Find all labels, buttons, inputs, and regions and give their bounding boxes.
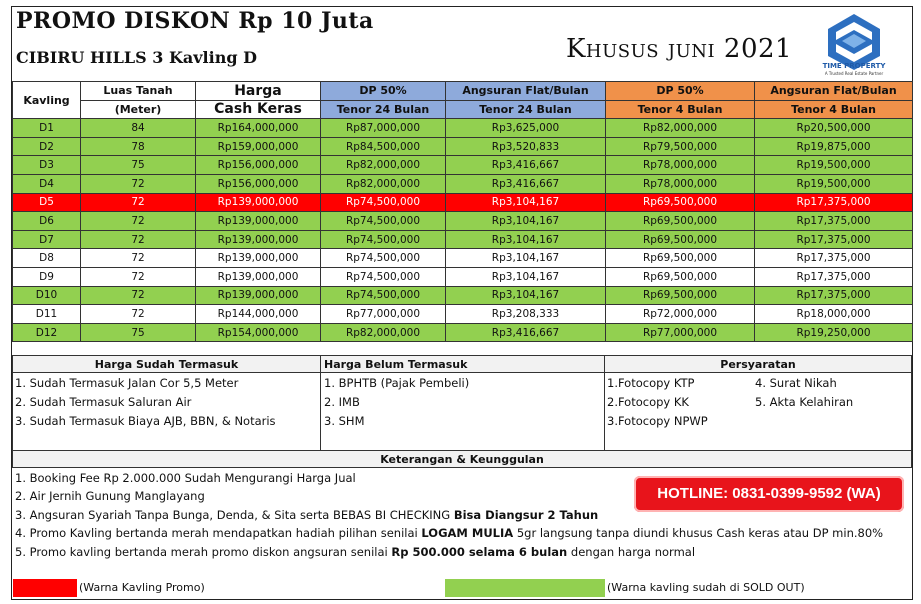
cell-kavling: D2 (13, 137, 81, 156)
cell-harga: Rp144,000,000 (196, 305, 321, 324)
table-row (13, 305, 913, 324)
cell-ang4: Rp17,375,000 (755, 212, 913, 231)
cell-ang4: Rp17,375,000 (755, 267, 913, 286)
cell-dp4: Rp69,500,000 (606, 230, 755, 249)
cell-kavling: D12 (13, 323, 81, 342)
header-tenor24b: Tenor 24 Bulan (446, 100, 606, 119)
included-item: 3. Sudah Termasuk Biaya AJB, BBN, & Notaris (15, 414, 276, 428)
table-row (13, 230, 913, 249)
price-table (12, 81, 913, 342)
cell-harga: Rp159,000,000 (196, 137, 321, 156)
cell-harga: Rp164,000,000 (196, 119, 321, 138)
excluded-header: Harga Belum Termasuk (324, 358, 468, 371)
cell-ang24: Rp3,104,167 (446, 193, 606, 212)
cell-harga: Rp156,000,000 (196, 174, 321, 193)
hotline-badge[interactable]: HOTLINE: 0831-0399-9592 (WA) (634, 476, 904, 512)
requirement-item: 2.Fotocopy KK (607, 395, 689, 409)
cell-ang4: Rp19,500,000 (755, 156, 913, 175)
cell-dp4: Rp78,000,000 (606, 174, 755, 193)
cell-ang24: Rp3,416,667 (446, 174, 606, 193)
table-subheader-row (13, 100, 913, 119)
cell-luas: 72 (81, 230, 196, 249)
note-text: dengan harga normal (567, 545, 696, 559)
table-row (13, 286, 913, 305)
excluded-item: 3. SHM (324, 414, 365, 428)
table-header-row (13, 82, 913, 101)
cell-harga: Rp139,000,000 (196, 249, 321, 268)
table-row (13, 156, 913, 175)
cell-harga: Rp139,000,000 (196, 230, 321, 249)
cell-dp24: Rp77,000,000 (321, 305, 446, 324)
table-row (13, 323, 913, 342)
cell-ang4: Rp20,500,000 (755, 119, 913, 138)
requirement-item: 3.Fotocopy NPWP (607, 414, 708, 428)
header-luas: Luas Tanah (81, 82, 196, 101)
cell-dp24: Rp74,500,000 (321, 193, 446, 212)
cell-ang24: Rp3,104,167 (446, 230, 606, 249)
note-text: 3. Angsuran Syariah Tanpa Bunga, Denda, & Sita serta BEBAS BI CHECKING (15, 508, 454, 522)
cell-luas: 72 (81, 267, 196, 286)
header-dp24: DP 50% (321, 82, 446, 101)
cell-ang4: Rp19,875,000 (755, 137, 913, 156)
cell-luas: 84 (81, 119, 196, 138)
requirement-item: 4. Surat Nikah (755, 376, 837, 390)
requirement-item: 5. Akta Kelahiran (755, 395, 854, 409)
note-item (15, 545, 695, 559)
table-row (13, 249, 913, 268)
cell-ang24: Rp3,520,833 (446, 137, 606, 156)
legend-sold-label: (Warna kavling sudah di SOLD OUT) (607, 581, 805, 594)
header-tenor4: Tenor 4 Bulan (606, 100, 755, 119)
cell-dp4: Rp69,500,000 (606, 193, 755, 212)
cell-kavling: D4 (13, 174, 81, 193)
cell-dp24: Rp82,000,000 (321, 156, 446, 175)
cell-luas: 72 (81, 286, 196, 305)
cell-dp24: Rp87,000,000 (321, 119, 446, 138)
note-item: 2. Air Jernih Gunung Manglayang (15, 489, 205, 503)
cell-dp24: Rp74,500,000 (321, 286, 446, 305)
cell-dp4: Rp72,000,000 (606, 305, 755, 324)
cell-kavling: D6 (13, 212, 81, 231)
cell-dp24: Rp84,500,000 (321, 137, 446, 156)
header-cash-keras: Cash Keras (196, 100, 321, 119)
requirements-header: Persyaratan (720, 358, 796, 371)
cell-kavling: D10 (13, 286, 81, 305)
cell-dp24: Rp74,500,000 (321, 230, 446, 249)
requirement-item: 1.Fotocopy KTP (607, 376, 695, 390)
page-subtitle: CIBIRU HILLS 3 Kavling D (16, 48, 257, 67)
cell-dp24: Rp74,500,000 (321, 267, 446, 286)
cell-harga: Rp154,000,000 (196, 323, 321, 342)
cell-harga: Rp156,000,000 (196, 156, 321, 175)
cell-kavling: D1 (13, 119, 81, 138)
cell-dp4: Rp69,500,000 (606, 286, 755, 305)
cell-kavling: D11 (13, 305, 81, 324)
page-title: PROMO DISKON Rp 10 Juta (16, 8, 374, 34)
note-text: 4. Promo Kavling bertanda merah mendapatkan hadiah pilihan senilai (15, 526, 422, 540)
cell-ang24: Rp3,104,167 (446, 249, 606, 268)
cell-ang24: Rp3,104,167 (446, 212, 606, 231)
note-emphasis: Bisa Diangsur 2 Tahun (453, 508, 599, 522)
period-label: Khusus juni 2021 (566, 34, 793, 64)
included-item: 1. Sudah Termasuk Jalan Cor 5,5 Meter (15, 376, 239, 390)
cell-ang24: Rp3,104,167 (446, 267, 606, 286)
cell-dp4: Rp79,500,000 (606, 137, 755, 156)
cell-luas: 78 (81, 137, 196, 156)
cell-ang4: Rp17,375,000 (755, 286, 913, 305)
table-row (13, 193, 913, 212)
cell-dp4: Rp69,500,000 (606, 267, 755, 286)
cell-ang24: Rp3,416,667 (446, 323, 606, 342)
excluded-item: 2. IMB (324, 395, 360, 409)
note-text: 5gr langsung tanpa diundi khusus Cash keras atau DP min.80% (513, 526, 884, 540)
legend-promo-swatch (13, 579, 77, 597)
header-angsuran24: Angsuran Flat/Bulan (446, 82, 606, 101)
table-row (13, 212, 913, 231)
cell-ang4: Rp17,375,000 (755, 249, 913, 268)
note-text: 5. Promo kavling bertanda merah promo diskon angsuran senilai (15, 545, 392, 559)
cell-ang24: Rp3,416,667 (446, 156, 606, 175)
cell-dp4: Rp77,000,000 (606, 323, 755, 342)
cell-dp24: Rp74,500,000 (321, 212, 446, 231)
cell-ang24: Rp3,625,000 (446, 119, 606, 138)
legend-promo-label: (Warna Kavling Promo) (79, 581, 205, 594)
header-tenor4b: Tenor 4 Bulan (755, 100, 913, 119)
note-item (15, 508, 598, 522)
table-row (13, 267, 913, 286)
header-harga: Harga (196, 82, 321, 101)
cell-ang24: Rp3,208,333 (446, 305, 606, 324)
cell-ang4: Rp18,000,000 (755, 305, 913, 324)
cell-harga: Rp139,000,000 (196, 212, 321, 231)
cell-luas: 72 (81, 249, 196, 268)
header-kavling: Kavling (13, 82, 81, 119)
cell-ang4: Rp19,500,000 (755, 174, 913, 193)
cell-dp4: Rp69,500,000 (606, 212, 755, 231)
notes-header: Keterangan & Keunggulan (380, 453, 544, 466)
cell-luas: 72 (81, 212, 196, 231)
cell-dp24: Rp74,500,000 (321, 249, 446, 268)
logo-text: TIME PROPERTY (822, 62, 886, 70)
note-emphasis: LOGAM MULIA (421, 526, 514, 540)
header-angsuran4: Angsuran Flat/Bulan (755, 82, 913, 101)
cell-ang4: Rp17,375,000 (755, 230, 913, 249)
header-tenor24: Tenor 24 Bulan (321, 100, 446, 119)
cell-kavling: D3 (13, 156, 81, 175)
note-emphasis: Rp 500.000 selama 6 bulan (391, 545, 568, 559)
cell-dp24: Rp82,000,000 (321, 323, 446, 342)
cell-luas: 75 (81, 323, 196, 342)
cell-harga: Rp139,000,000 (196, 286, 321, 305)
logo-tagline: A Trusted Real Estate Partner (824, 71, 884, 76)
table-row (13, 137, 913, 156)
cell-dp4: Rp82,000,000 (606, 119, 755, 138)
cell-kavling: D8 (13, 249, 81, 268)
legend-sold-swatch (445, 579, 605, 597)
cell-luas: 75 (81, 156, 196, 175)
cell-kavling: D5 (13, 193, 81, 212)
cell-luas: 72 (81, 193, 196, 212)
cell-harga: Rp139,000,000 (196, 267, 321, 286)
note-item (15, 526, 883, 540)
cell-ang4: Rp19,250,000 (755, 323, 913, 342)
cell-luas: 72 (81, 174, 196, 193)
cell-dp4: Rp69,500,000 (606, 249, 755, 268)
table-row (13, 119, 913, 138)
cell-dp24: Rp82,000,000 (321, 174, 446, 193)
cell-harga: Rp139,000,000 (196, 193, 321, 212)
note-item: 1. Booking Fee Rp 2.000.000 Sudah Mengurangi Harga Jual (15, 471, 356, 485)
excluded-item: 1. BPHTB (Pajak Pembeli) (324, 376, 470, 390)
header-luas-unit: (Meter) (81, 100, 196, 119)
cell-dp4: Rp78,000,000 (606, 156, 755, 175)
cell-ang4: Rp17,375,000 (755, 193, 913, 212)
table-row (13, 174, 913, 193)
header-dp4: DP 50% (606, 82, 755, 101)
included-item: 2. Sudah Termasuk Saluran Air (15, 395, 192, 409)
cell-kavling: D7 (13, 230, 81, 249)
cell-kavling: D9 (13, 267, 81, 286)
included-header: Harga Sudah Termasuk (94, 358, 239, 371)
cell-ang24: Rp3,104,167 (446, 286, 606, 305)
cell-luas: 72 (81, 305, 196, 324)
